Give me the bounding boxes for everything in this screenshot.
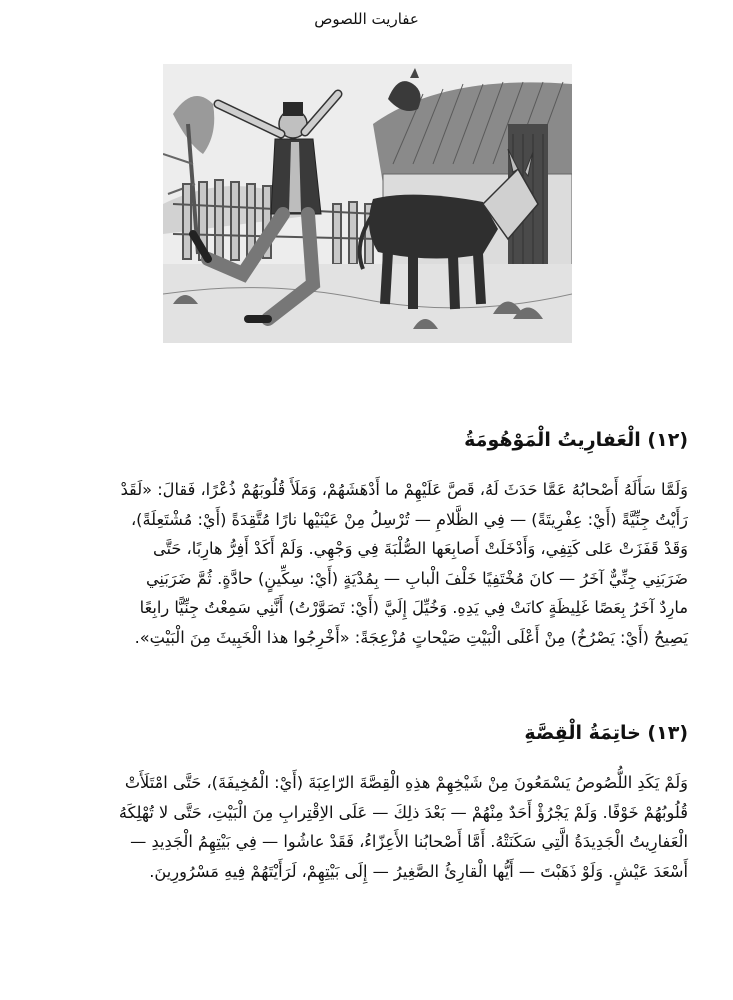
paragraph-line: ضَرَبَنِي جِنِّيٌّ آخَرُ — كانَ مُخْتَفِيًا خَلْفَ الْبابِ — بِمُدْيَةٍ (أَيْ: سِكِّينٍ) حادَّةٍ. ثُمَّ ضَرَبَنِي	[145, 568, 688, 588]
section-heading: (١٣) خاتِمَةُ الْقِصَّةِ	[524, 722, 688, 744]
paragraph-line: الْعَفارِيتُ الْجَدِيدَةُ الَّتِي سَكَنَتْهُ. أَمَّا أَصْحابُنا الأَعِزّاءُ، فَقَدْ عاشُوا — فِي بَيْتِهِمُ الْجَدِيدِ —	[130, 832, 688, 851]
running-title: عفاريت اللصوص	[314, 10, 419, 28]
paragraph-line: أَسْعَدَ عَيْشٍ. وَلَوْ ذَهَبْتَ — أَيُّها الْقارِئُ الصَّغِيرُ — إِلَى بَيْتِهِمْ، لَرَأَيْتَهُمْ فِيهِ مَسْرُورِينَ.	[149, 861, 688, 881]
paragraph-line: وَلَمْ يَكَدِ اللُّصُوصُ يَسْمَعُونَ مِنْ شَيْخِهِمْ هذِهِ الْقِصَّةَ الرّاعِبَةَ (أَيْ: الْمُخِيفَةَ)، حَتَّى امْتَلَأَتْ	[124, 773, 688, 792]
paragraph-line: وَقَدْ قَفَزَتْ عَلى كَتِفِي، وَأَدْخَلَتْ أَصابِعَها الصُّلْبَةَ فِي وَجْهِي. وَلَمْ أَكَدْ أَفِرُّ هارِبًا، حَتَّى	[153, 539, 688, 558]
paragraph-line: رَأَيْتُ جِنِّيَّةً (أَيْ: عِفْرِيتَةً) — فِي الظَّلامِ — تُرْسِلُ مِنْ عَيْنَيْها نارًا مُتَّقِدَةً (أَيْ: مُشْتَعِلَةً)،	[130, 509, 688, 529]
section-12-body	[50, 475, 688, 652]
paragraph-line: قُلُوبُهُمْ خَوْفًا. وَلَمْ يَجْرُؤْ أَحَدٌ مِنْهُمْ — بَعْدَ ذلِكَ — عَلَى الاِقْتِرابِ مِنَ الْبَيْتِ، حَتَّى لا تُهْلِكَهُ	[118, 802, 688, 822]
section-heading: (١٢) الْعَفارِيتُ الْمَوْهُومَةُ	[464, 429, 688, 451]
section-13	[50, 722, 688, 744]
man-fleeing-donkey-illustration	[163, 64, 572, 343]
section-13-body	[50, 768, 688, 886]
section-12	[50, 429, 688, 451]
paragraph-line: مارِدٌ آخَرُ بِعَصًا غَلِيظَةٍ كانَتْ فِي يَدِهِ. وَخُيِّلَ إِلَيَّ (أَيْ: تَصَوَّرْتُ) أَنَّنِي سَمِعْتُ جِنِّيًّا رابِعًا	[139, 598, 688, 617]
paragraph-line: وَلَمَّا سَأَلَهُ أَصْحابُهُ عَمَّا حَدَثَ لَهُ، قَصَّ عَلَيْهِمْ ما أَدْهَشَهُمْ، وَمَلَأَ قُلُوبَهُمْ ذُعْرًا، فَقالَ: «لَقَدْ	[120, 480, 688, 499]
paragraph-line: يَصِيحُ (أَيْ: يَصْرُخُ) مِنْ أَعْلَى الْبَيْتِ صَيْحاتٍ مُزْعِجَةً: «أَخْرِجُوا هذا الْخَبِيثَ مِنَ الْبَيْتِ».	[134, 627, 688, 647]
